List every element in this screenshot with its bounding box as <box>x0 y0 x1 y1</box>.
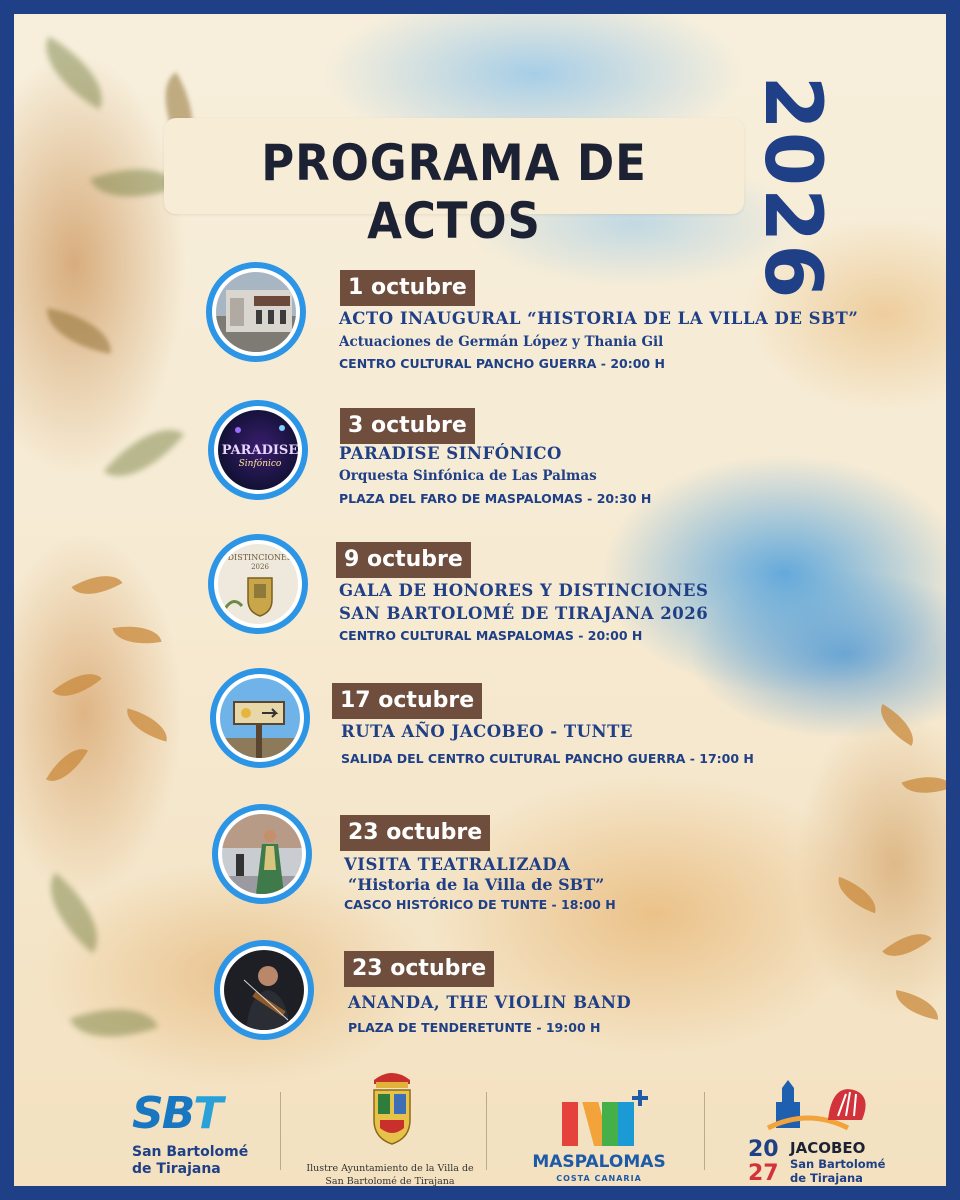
leaf-decoration <box>31 873 117 954</box>
event-venue: CENTRO CULTURAL MASPALOMAS - 20:00 H <box>339 628 643 643</box>
sponsor-logos <box>28 1074 960 1200</box>
logo-divider <box>704 1092 705 1170</box>
leaf-decoration <box>882 922 931 968</box>
sbt-mark: SBT <box>132 1088 222 1139</box>
title-box <box>164 118 744 250</box>
event-image-ring <box>206 262 306 362</box>
event-subtitle: Orquesta Sinfónica de Las Palmas <box>339 468 597 484</box>
signpost-photo <box>220 678 300 758</box>
ayuntamiento-name: Ilustre Ayuntamiento de la Villa de San Bartolomé de Tirajana <box>306 1163 474 1187</box>
event-date: 3 octubre <box>340 408 475 444</box>
sbt-name: San Bartolomé de Tirajana <box>132 1144 249 1177</box>
event-subtitle: Actuaciones de Germán López y Thania Gil <box>339 334 664 350</box>
distinciones-poster <box>218 544 298 624</box>
poster-text: 2026 <box>251 563 269 571</box>
logo-divider <box>280 1092 281 1170</box>
leaf-decoration <box>46 740 88 791</box>
event-title: ANANDA, THE VIOLIN BAND <box>348 993 632 1012</box>
jacobeo-year-bottom: 27 <box>748 1161 779 1186</box>
paradise-sinfonico-poster <box>218 410 298 490</box>
event-venue: CASCO HISTÓRICO DE TUNTE - 18:00 H <box>344 897 616 912</box>
event-image-ring <box>208 400 308 500</box>
event-image-ring <box>214 940 314 1040</box>
event-date: 23 octubre <box>340 815 490 851</box>
leaf-decoration <box>70 991 158 1054</box>
event-image-ring <box>210 668 310 768</box>
event-image-ring <box>212 804 312 904</box>
leaf-decoration <box>902 767 953 803</box>
jacobeo-subtitle: San Bartolomé de Tirajana <box>790 1157 886 1185</box>
poster-text: PARADISE <box>221 443 298 458</box>
event-date: 1 octubre <box>340 270 475 306</box>
year-label-box <box>747 75 837 301</box>
event-subtitle: “Historia de la Villa de SBT” <box>348 875 605 894</box>
leaf-decoration <box>42 308 117 354</box>
event-venue: PLAZA DE TENDERETUNTE - 19:00 H <box>348 1020 601 1035</box>
event-date: 23 octubre <box>344 951 494 987</box>
event-venue: CENTRO CULTURAL PANCHO GUERRA - 20:00 H <box>339 356 665 371</box>
event-title: GALA DE HONORES Y DISTINCIONES <box>339 581 709 600</box>
event-venue: PLAZA DEL FARO DE MASPALOMAS - 20:30 H <box>339 491 652 506</box>
year-label: 2026 <box>747 75 837 301</box>
event-date: 9 octubre <box>336 542 471 578</box>
leaf-decoration <box>122 708 172 741</box>
event-title: VISITA TEATRALIZADA <box>344 855 571 874</box>
event-venue: SALIDA DEL CENTRO CULTURAL PANCHO GUERRA - 17:00 H <box>341 751 754 766</box>
event-title: PARADISE SINFÓNICO <box>339 444 562 463</box>
leaf-decoration <box>872 704 923 746</box>
maspalomas-m-icon <box>556 1086 656 1146</box>
maspalomas-subtitle: COSTA CANARIA <box>556 1174 642 1183</box>
leaf-decoration <box>104 410 185 496</box>
event-title: ACTO INAUGURAL “HISTORIA DE LA VILLA DE SBT” <box>339 309 859 328</box>
leaf-decoration <box>30 37 118 110</box>
event-date: 17 octubre <box>332 683 482 719</box>
building-photo <box>216 272 296 352</box>
poster-text: DISTINCIONES <box>227 553 293 562</box>
event-title-line2: SAN BARTOLOMÉ DE TIRAJANA 2026 <box>339 604 709 623</box>
poster-text: Sinfónico <box>238 459 282 469</box>
leaf-decoration <box>72 564 123 606</box>
jacobeo-name: JACOBEO <box>790 1139 866 1157</box>
leaf-decoration <box>832 877 883 913</box>
coat-of-arms-icon <box>366 1068 418 1150</box>
church-and-shell-icon <box>762 1076 872 1136</box>
event-title: RUTA AÑO JACOBEO - TUNTE <box>341 722 633 741</box>
maspalomas-name: MASPALOMAS <box>532 1152 666 1172</box>
leaf-decoration <box>892 990 941 1020</box>
jacobeo-year-top: 20 <box>748 1137 779 1162</box>
violinist-photo <box>224 950 304 1030</box>
leaf-decoration <box>52 662 101 708</box>
logo-divider <box>486 1092 487 1170</box>
actors-photo <box>222 814 302 894</box>
event-image-ring <box>208 534 308 634</box>
page-title: PROGRAMA DE ACTOS <box>261 134 647 250</box>
leaf-decoration <box>112 620 161 650</box>
